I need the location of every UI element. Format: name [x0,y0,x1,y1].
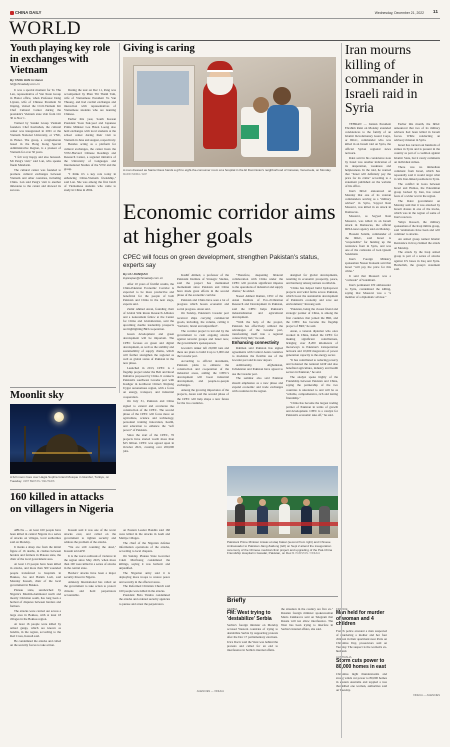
economic-para: Among the growing importance of the projects, Awan said the second phase of the CPEC will help shape a new future for the two countries. [177,388,229,405]
economic-para: Green development and green development will be important. The CPEC focuses on green and digital development, as well as the stability and sustainability of supply chains, which will further strengthen the regional as well as global status of Pakistan in the new phase. [123,332,174,365]
iran-para: Yahya Rasooli, the military spokesman of the Iraqi militia group, said 'retaliations have been and will continue' to attacks. [394,220,440,237]
nigeria-headline: 160 killed in attacks on villagers in Nigeria [10,491,114,515]
nigeria-para: The Reformed Christian Church said 160 people were killed in the attacks. [119,584,170,593]
briefly-item-text: Serbia's foreign minister on Monday accused Western countries of trying to destabilize Serbia by supporting protests after the Dec 17 parliamentary elections. Ivica Dacic said the West was behind the protests and called for an end to interference in Serbia's internal affairs. [227,623,278,652]
iran-para: An armed group named Islamic Resistance in Iraq claimed the attack on Monday. [394,237,440,250]
vietnam-para: "I think it's a key role today in enhancing China-Vietnam friendship," said Lan. She was among the first batch of Vietnamese students who came to study in China in 2004. [64,171,116,193]
economic-para: On Sunday, Pakistan's Gwadar port received ships carrying commercial goods, including, the volume, calling it "barbaric, brutal and unjustified". [177,311,229,328]
nigeria-para: ABUJA — At least 160 people have been killed in central Nigeria in a series of attacks on villages, local authorities said on Monday. [10,528,61,545]
economic-deck: CPEC will focus on green development, strengthen Pakistan's status, experts say [123,254,319,269]
economic-para: "Therefore, deepening bilateral collaboration with China under the CPEC will provide significant impetus to the operations of industrial and supply chains," he added. [232,273,283,294]
nigeria-para: Plateau state, sandwiched by Nigeria's Muslim-dominated north and mostly Christian south, has long been a hotbed of disputes between herders and farmers. [10,587,61,609]
giving-caption: A man dressed as Santa Claus hands a gift to eight-the-consumer room at a hospital in the El Dominican's neighborhood of Caracas, Venezuela, on Monday. MARIO MORA / AFP [123,168,332,176]
economic-email: liujianqiao@chinadaily.com.cn [123,275,164,280]
nigeria-para: He condemned the attacks and called on the security forces to take action. [10,639,61,648]
economic-para: After 10 years of fruitful results, the China-Pakistan Economic Corridor is expected to be more productive and beneficial for the people of both Pakistan and China in the next stage, experts said. [123,281,174,307]
giving-title: Giving is caring [123,43,195,54]
briefly-item-title: Storm cuts power to 80,000 homes in east [336,658,387,670]
briefly-label: Briefly [227,598,246,604]
economic-para: The corridor project is led and by the government to cash ongoing attacks against terrorist groups and Israel now, the government's spokesperson. [177,328,229,345]
vietnam-byline: By YANG HAN in Hanoi [10,79,44,82]
vietnam-headline: Youth playing key role in exchanges with Vietnam [10,43,110,77]
briefly-item-text: the situation in the country are five ex." Russian foreign minister spokeswoman Maria Zakharova said on Telegram that Russia will not allow interference. The West has been trying to interfere in Serbia's internal affairs, she said. [281,607,333,632]
iran-para: Hossein Salami, commander of the IRGC, said Israel is "responsible" for hunting up the resistance front in Syria, and was one of the comrades of Gen Qasem Soleimani. [345,231,391,257]
iran-para: Iran's IRGC announced on Monday that one of its veteran commanders serving as a "military adviser" in Syria, Sayyed Razi Mousavi, was killed in an attack in Damascus. [345,189,391,214]
iran-para: Iran's Foreign Ministry spokesman Nasser Kanaani said that Israel "will pay the price for this crime." [345,256,391,274]
moonlit-agency: UMIT BEKTAS / REUTERS [22,479,55,483]
economic-para: designed for global developments, resulting in economic prosperity, peace, and harmony among nations worldwide. [286,273,338,286]
iran-para: The conflict in Gaza between Israel and Hamas, the Palestinian group backed by Iran, has raised fears of a wider war in the region. [394,181,440,198]
economic-para: Gwadar's tanker left 20,000 tons and there are plans to build it up to 5,000 and the Gwadar port. [177,345,229,358]
economic-para: "With the help of the project, Pakistan has effectively utilized the advantages of the Gwadar port, transforming itself into a regional connectivity hub," he said. [232,319,283,340]
iran-para: Earlier this month, the IRGC announced that two of its military advisers had been killed in Israeli forces. While conducting an advisory mission in Syria. [394,122,440,143]
iran-para: Raisi said in his condolence note by Israel was another indication of its desperation, weakness and helplessness. In the raid, he warned that "Israel will definitely pay the price for its crime" according to a statement published on the website of his office. [345,155,391,189]
iran-para: The attack by the Iraqi armed group is part of a series of attacks against US bases in Iraq and Syria. Hezbollah, the group's statement said. [394,250,440,271]
moonlit-title: Moonlit sky [10,390,64,401]
economic-para: The analyst spoke highly of the Friendship between Pakistan and China, saying the partnership of the two countries is unrelated to and will be as "reliable, comprehensive, rich and lasting friendship." [286,375,338,400]
nigeria-para: It marks a sharp rise from the initial figure of 16 deaths, in clashes between herders and farmers in Plateau state, the chair of the local government area. [10,545,61,562]
briefly-item-text: French police arrested a man suspected of murdering a mother and her four children in their apartment near Paris on Christmas Day, prosecutors said on Tuesday. The suspect is the woman's ex-husband. [336,628,387,654]
briefly-item-title: FM: West trying to 'destabilize' Serbia [227,610,272,622]
mosque-photo [10,404,116,474]
briefly-item-title: Man held for murder of woman and 4 children [336,610,385,628]
economic-subhead: Enhancing connectivity [232,340,280,346]
economic-para: According to official documents, Pakistan plans to enhance the construction and cooperation of the industrial areas, adding the CPEC's development will boost industrial development, and people-to-people exchanges. [177,358,229,388]
nigeria-para: It is the worst outbreak of violence in the region since May 2023, when more than 100 were killed in a series of attacks in the central state. [64,554,116,571]
economic-para: The seminar also said Pakistan should emphasize as a new phase and expand economic and trade exchanges with countries in the region. [232,376,283,393]
economic-para: Awan, a veteran diplomat who once worked in China, hailed the CPEC for making significant contributions, bringing over 8,200 kilometers of motorways to Pakistan's transportation network and 10,000 megawatts of power generation capacity to the energy sector. [286,328,338,358]
nigeria-para: At least 113 people have been killed in attacks, and more than 300 wounded people transferred to hospitals in Bokkos, Jos and Barkin Ladi, said Monday Kassah, chair of the local government in Bokkos. [10,562,61,587]
nigeria-para: At least 16 people were killed by armed gangs, which are known as bandits, in the region, according to the Red Cross, Kassah said. [10,622,61,639]
vietnam-para: The cultural center was founded to promote cultural exchanges between Vietnam and other countries, including China. Lan said Peng's visit is another milestone to the center and showed its success. [10,167,61,193]
economic-para: Launched in 2013, CPEC is a flagship project under the Belt and Road Initiative proposed by China. It connects Pakistan's southwest Gwadar port with Kashgar in northwest China's Xinjiang Uygur autonomous region, with a focus on energy, transport, and industrial cooperation. [123,365,174,399]
nigeria-article [10,528,225,688]
iran-agency: XINHUA — AGENCIES [413,694,440,697]
vietnam-para: "I felt very happy and also honored. Mr Peng's visit," said Lan, who speaks fluent Mandarin. [10,154,61,167]
economic-para: "China has helped build hydropower projects and wind farms across Pakistan, which boost the sustainable development of Pakistan's economy and save our environment," Rawang said. [286,286,338,307]
nigeria-para: Kassah said it was one of the worst attacks ever, and called on the government to tighten security and address the problem of the attacks. [64,528,116,545]
economic-para: Naeed Ahmed Raman, CEO of the Asian Institute of Eco-civilization Research and Development in Pakistan, said the CPEC helps Pakistan's industrialization and agricultural development. [232,294,283,319]
economic-para: "China has become the largest trading partner of Pakistan in terms of growth and development. CPEC is a catalyst for Pakistan's economic take off," he said. [286,400,338,417]
nigeria-para: on Eastern Leader Bandits said 160 were killed in the attacks in Gudi and Mainye villages. [119,528,170,541]
economic-para: Kashif Ahmed, a professor of the Pakistani Institute of Strategic Studies, said the project has maintained momentum since Pakistan and China have made great efforts in the second phase of the economic corridor. [177,273,229,298]
giving-agency: MARIO MORA / AFP [123,172,147,176]
economic-para: Rahman said Pakistan has signed agreements with Central Asian countries to modulate the flexible use of the Gwadar port and its new airport. [232,346,283,363]
section-title: WORLD [9,18,82,39]
vietnam-email: hk@chinadaily.com.cn [10,81,40,86]
economic-byline: By LIU JIANQIAO [123,273,148,276]
nigeria-para: The Nigerian army said it is deploying more troops to restore peace and security in the affected areas. [119,571,170,584]
economic-headline: Economic corridor aims at higher goals [123,199,336,248]
briefly-location: AUSTRALIA [336,655,352,660]
page-number: 11 [432,9,438,15]
pakistan-agency: PAKISTAN / XINHUA [295,552,320,556]
nigeria-para: Amnesty International has called on the government to take action to protect citizens and hold perpetrators accountable. [64,580,116,597]
nigeria-para: The chief of the Nigerian defense information operations of the attacks, according to local chapters. [119,541,170,554]
nigeria-para: "We are still counting the dead," Kassah told AFP. [64,545,116,554]
economic-para: Additionally, Afghanistan, Uzbekistan and Pakistan have agreed to use the Gwadar port. [232,363,283,376]
pakistan-ceremony-photo [227,466,338,538]
issue-date: Wednesday, December 21, 2022 [374,10,424,15]
santa-photo [123,57,336,167]
iran-para: Israel has carried out hundreds of strikes in Syria and is present in the country as part of a coalition against Islamic State, but it rarely comments on individual strikes. [394,143,440,164]
iran-para: TEHRAN — Iranian President Ebrahim Raisi on Monday extended condolences to the family of an Islamic Revolutionary Guard Corps, or IRGC, commander who was killed in an Israeli raid on Syria, the official Syrian regional news network. [345,122,391,155]
nigeria-para: President Bola Tinubu condemned the attacks and ordered security agencies to pursue and arrest the perpetrators. [119,593,170,606]
vietnam-para: Besides acting as a platform for cultural exchanges, the center hosts the VNU-Harvard Chinese Readings and Research Center, a regional initiative of the University of Languages and International Studies of the VNU and the group. [64,142,116,171]
china-daily-logo: CHINA DAILY [10,10,41,15]
economic-para: Zamir Ahmed Awan, founding chair of Global Silk Route Research Alliance and a nonresident fellow at the Center for China and Globalization, said the upcoming double leadership prospects are highlighting BRI cooperation. [123,306,174,332]
economic-para: On July 31, Pakistan and China signed to extend and accelerate the construction of the CPEC. The second phase of the CPEC will focus more on agriculture, science and technology, personnel training innovation, health, and education to enhance the "soft power" of Pakistan. [123,399,174,433]
iran-para: There was no immediate comment from Israel, which has repeatedly said it would target what it calls Iran-linked positions in Syria. [394,164,440,181]
moonlit-caption: A full moon rises over Hagia Sophia Grand Mosque in Istanbul, Turkiye, on Tuesday. UMIT BEKTAS / REUTERS [10,475,110,483]
economic-para: Pakistan and China have seen a lot of progress which boosts economic and social progress. Awan said. [177,298,229,311]
nigeria-para: The attacks were carried out across a large area in Bokkos, with at least 18 villages in the Bokkos region. [10,608,61,622]
economic-article [123,273,338,463]
iran-headline: Iran mourns killing of commander in Israeli raid in Syria [345,42,424,116]
iran-para: The Raisi government on Monday said that it was attacked by Israeli drones in one of the trucks, which was in the region of some of Iran's reactors. [394,198,440,220]
economic-para: Since the start of the CPEC, 76 projects have started worth more than $25 billion. CPEC was agreed upon in October 2021, creating over 200,000 jobs. [123,432,174,454]
economic-para: "It has contributed to reducing poverty and bolstered the national GDP and also benefited agriculture, industry and health sectors in Pakistan," he said. [286,358,338,375]
vietnam-para: It was a special moment for To Thu Lan, representative of Van Xuan Group in Hanoi office, when Professor Deng Liyuan, wife of Chinese President Xi Jinping, visited the CLD-Vietnam Kit Chef Cultural Center during the president's Vietnam state visit from Oct 30 to Nov 1. [10,87,61,121]
vietnam-para: During the tour on Dec 11, Peng was accompanied by Phan Thi Thanh Tam, wife of Vietnamese President Vo Van Thuong, and had cordial exchanges and interaction with representatives of Vietnamese students who are learning Chinese. [64,87,116,117]
economic-para: "Pakistan, being the closest friend and strategic partner of China, is among the first countries that joined the BRI, and the CPEC has become the flagship project of BRI," he said. [286,307,338,328]
nigeria-agency: AGENCIES — XINHUA [196,690,224,693]
nigeria-para: Herders' attacks have been a major security threat in Nigeria. [64,571,116,580]
iran-para: Mousavi, as Sayyed Razi Mousavi, was killed in an Israeli attack in Damascus, the official IRNA news agency said on Monday. [345,214,391,231]
vietnam-article [10,79,116,385]
iran-para: Iran's permanent UN ambassador to Syria, condemned the killing, saying that Mousavi was a "a member of a diplomatic advisor." [345,283,391,300]
briefly-location: FRANCE [336,607,348,611]
iran-article [345,122,440,692]
briefly-location: SERBIA [227,607,238,611]
nigeria-para: On Sunday, Plateau State Governor Caleb Mutfwang condemned the killings, saying it was barbaric and unjustified. [119,554,170,571]
vietnam-para: Trained by Suzuki Group Vietnam founders Chef Korinshan, the cultural center was inaugurated in 2001 at the Vietnam National University, or VNU, in Hanoi. The group, a conglomerate based in the Hong Kong Special Administrative Region, is a pioneer of Vietnam for over 30 years. [10,121,61,154]
briefly-item-text: Christmas night thunderstorms and strong winds cut power to 80,000 homes in eastern Australia and toppled a tree that killed one woman, authorities said on Tuesday. [336,671,387,692]
vietnam-para: Earlier this year, South Korean President Yoon Suk-yeol and Japanese Prime Minister Lee Hsien Loong also held exchanges with local students at the school center during their visit to Vietnam in June and August, respectively. [64,117,116,142]
pakistan-caption: Pakistani Prime Minister Anwar-ul-Haq Kakar (second from right) and Chinese Ambassador to Pakistan Jiang Zaidong (left) on Sept 2 attend the inauguration ceremony of the Chinese medical clinic project and upgrading of the Pak-China Friendship Hospital in Gwadar, Pakistan, on Dec 6. PAKISTAN / XINHUA [227,540,333,556]
iran-para: It said that Mousavi was a "comrade" of Soleimani. [345,274,391,283]
